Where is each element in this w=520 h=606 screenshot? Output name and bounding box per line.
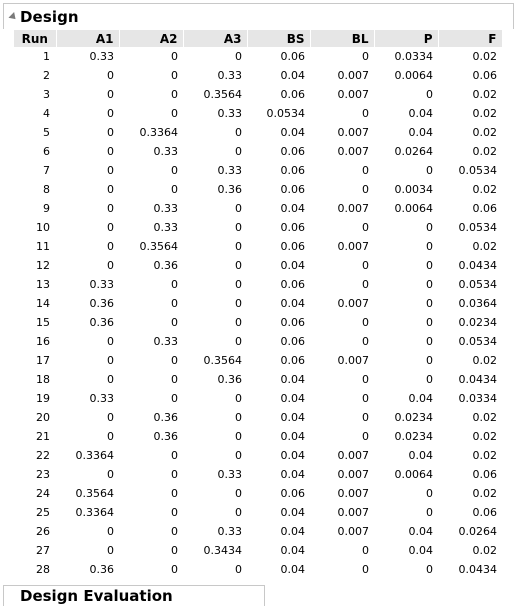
cell-f: 0.02 [472, 88, 497, 101]
cell-run: 4 [43, 107, 50, 120]
cell-run: 1 [43, 50, 50, 63]
cell-p: 0.04 [408, 126, 433, 139]
cell-bl: 0.007 [337, 506, 369, 519]
cell-a2: 0 [171, 316, 178, 329]
cell-bs: 0.06 [280, 221, 305, 234]
table-row [14, 427, 502, 446]
cell-p: 0 [426, 354, 433, 367]
cell-bs: 0.04 [280, 297, 305, 310]
table-row [14, 351, 502, 370]
cell-a1: 0 [107, 335, 114, 348]
cell-bs: 0.04 [280, 126, 305, 139]
cell-a3: 0.36 [217, 183, 242, 196]
cell-f: 0.0534 [458, 335, 497, 348]
cell-bs: 0.06 [280, 316, 305, 329]
cell-bs: 0.06 [280, 50, 305, 63]
cell-p: 0 [426, 335, 433, 348]
table-row [14, 446, 502, 465]
cell-run: 14 [36, 297, 50, 310]
table-row [14, 85, 502, 104]
cell-a3: 0.33 [217, 525, 242, 538]
cell-a2: 0 [171, 525, 178, 538]
column-header-f[interactable]: F [438, 30, 502, 47]
cell-f: 0.02 [472, 145, 497, 158]
cell-bs: 0.06 [280, 240, 305, 253]
cell-p: 0 [426, 297, 433, 310]
cell-bs: 0.06 [280, 354, 305, 367]
cell-bl: 0.007 [337, 297, 369, 310]
cell-a1: 0 [107, 126, 114, 139]
cell-a3: 0 [235, 259, 242, 272]
cell-run: 24 [36, 487, 50, 500]
cell-a1: 0 [107, 221, 114, 234]
cell-a1: 0 [107, 164, 114, 177]
cell-f: 0.02 [472, 411, 497, 424]
cell-a3: 0 [235, 487, 242, 500]
cell-a3: 0 [235, 278, 242, 291]
cell-p: 0.0234 [394, 411, 433, 424]
cell-a1: 0.33 [89, 278, 114, 291]
cell-run: 12 [36, 259, 50, 272]
cell-bl: 0.007 [337, 145, 369, 158]
cell-run: 9 [43, 202, 50, 215]
table-row [14, 313, 502, 332]
cell-a3: 0.33 [217, 164, 242, 177]
table-row [14, 47, 502, 66]
cell-p: 0 [426, 88, 433, 101]
cell-a3: 0 [235, 50, 242, 63]
cell-f: 0.02 [472, 354, 497, 367]
cell-bs: 0.06 [280, 183, 305, 196]
table-row [14, 294, 502, 313]
cell-f: 0.02 [472, 544, 497, 557]
cell-f: 0.0534 [458, 278, 497, 291]
cell-a2: 0 [171, 183, 178, 196]
cell-a2: 0 [171, 164, 178, 177]
cell-a3: 0 [235, 297, 242, 310]
cell-run: 3 [43, 88, 50, 101]
cell-a2: 0 [171, 69, 178, 82]
table-row [14, 408, 502, 427]
cell-a1: 0.36 [89, 563, 114, 576]
cell-bl: 0 [362, 544, 369, 557]
cell-a1: 0 [107, 411, 114, 424]
design-outline-header[interactable] [4, 4, 513, 29]
design-evaluation-outline[interactable] [3, 585, 265, 606]
cell-a1: 0.33 [89, 50, 114, 63]
cell-p: 0.0064 [394, 468, 433, 481]
cell-bl: 0 [362, 221, 369, 234]
cell-bs: 0.04 [280, 392, 305, 405]
cell-a1: 0 [107, 107, 114, 120]
cell-p: 0 [426, 240, 433, 253]
cell-run: 17 [36, 354, 50, 367]
cell-p: 0.0064 [394, 69, 433, 82]
design-outline [3, 3, 514, 29]
cell-a2: 0.3564 [139, 240, 178, 253]
cell-f: 0.02 [472, 430, 497, 443]
cell-bs: 0.0534 [266, 107, 305, 120]
cell-run: 2 [43, 69, 50, 82]
cell-p: 0 [426, 563, 433, 576]
cell-f: 0.02 [472, 240, 497, 253]
cell-bl: 0 [362, 316, 369, 329]
cell-p: 0.0034 [394, 183, 433, 196]
cell-a1: 0 [107, 354, 114, 367]
column-header-run[interactable]: Run [14, 30, 56, 47]
cell-bl: 0 [362, 411, 369, 424]
cell-a2: 0.36 [153, 411, 178, 424]
cell-bs: 0.04 [280, 259, 305, 272]
cell-bs: 0.04 [280, 506, 305, 519]
column-header-a1[interactable]: A1 [56, 30, 119, 47]
cell-bl: 0.007 [337, 202, 369, 215]
cell-a3: 0.3434 [203, 544, 242, 557]
cell-a1: 0 [107, 183, 114, 196]
cell-bl: 0.007 [337, 126, 369, 139]
cell-a3: 0 [235, 240, 242, 253]
cell-run: 22 [36, 449, 50, 462]
cell-a1: 0 [107, 240, 114, 253]
cell-bl: 0.007 [337, 354, 369, 367]
cell-p: 0 [426, 373, 433, 386]
cell-p: 0.04 [408, 449, 433, 462]
table-body [14, 47, 502, 579]
cell-bs: 0.04 [280, 411, 305, 424]
table-row [14, 237, 502, 256]
cell-f: 0.02 [472, 449, 497, 462]
cell-bl: 0 [362, 50, 369, 63]
cell-run: 27 [36, 544, 50, 557]
cell-run: 23 [36, 468, 50, 481]
cell-a1: 0 [107, 202, 114, 215]
cell-a1: 0.36 [89, 297, 114, 310]
cell-f: 0.0434 [458, 373, 497, 386]
cell-bs: 0.04 [280, 544, 305, 557]
cell-p: 0.04 [408, 392, 433, 405]
cell-p: 0 [426, 164, 433, 177]
cell-a3: 0.33 [217, 468, 242, 481]
cell-run: 20 [36, 411, 50, 424]
cell-a1: 0 [107, 373, 114, 386]
cell-run: 13 [36, 278, 50, 291]
cell-bs: 0.04 [280, 373, 305, 386]
cell-bs: 0.04 [280, 468, 305, 481]
table-row [14, 66, 502, 85]
cell-a2: 0 [171, 297, 178, 310]
column-header-bs[interactable]: BS [247, 30, 310, 47]
cell-a2: 0.33 [153, 202, 178, 215]
cell-bl: 0 [362, 164, 369, 177]
cell-bl: 0 [362, 392, 369, 405]
table-row [14, 142, 502, 161]
cell-bs: 0.04 [280, 449, 305, 462]
cell-a1: 0 [107, 145, 114, 158]
cell-a3: 0 [235, 430, 242, 443]
table-row [14, 389, 502, 408]
cell-a2: 0 [171, 107, 178, 120]
cell-run: 10 [36, 221, 50, 234]
cell-a2: 0.33 [153, 145, 178, 158]
cell-a2: 0 [171, 506, 178, 519]
table-row [14, 332, 502, 351]
cell-a3: 0 [235, 411, 242, 424]
cell-a3: 0 [235, 145, 242, 158]
column-header-p[interactable]: P [374, 30, 438, 47]
cell-a1: 0 [107, 544, 114, 557]
cell-a1: 0 [107, 88, 114, 101]
cell-f: 0.06 [472, 69, 497, 82]
cell-p: 0 [426, 487, 433, 500]
cell-f: 0.02 [472, 107, 497, 120]
cell-run: 21 [36, 430, 50, 443]
cell-a3: 0 [235, 392, 242, 405]
column-header-bl[interactable]: BL [310, 30, 374, 47]
cell-a1: 0 [107, 468, 114, 481]
cell-bl: 0 [362, 259, 369, 272]
cell-bl: 0.007 [337, 487, 369, 500]
cell-f: 0.02 [472, 50, 497, 63]
cell-p: 0 [426, 316, 433, 329]
design-table [14, 30, 503, 579]
cell-bl: 0 [362, 563, 369, 576]
column-header-a2[interactable]: A2 [119, 30, 183, 47]
cell-a3: 0 [235, 335, 242, 348]
cell-a1: 0 [107, 69, 114, 82]
cell-bs: 0.06 [280, 145, 305, 158]
cell-run: 6 [43, 145, 50, 158]
cell-run: 18 [36, 373, 50, 386]
cell-f: 0.0534 [458, 221, 497, 234]
cell-p: 0.0264 [394, 145, 433, 158]
table-row [14, 541, 502, 560]
cell-f: 0.02 [472, 126, 497, 139]
cell-a2: 0 [171, 50, 178, 63]
table-row [14, 180, 502, 199]
table-row [14, 560, 502, 579]
cell-a2: 0.36 [153, 430, 178, 443]
cell-a1: 0.3364 [75, 449, 114, 462]
cell-a3: 0 [235, 126, 242, 139]
cell-bl: 0 [362, 335, 369, 348]
table-row [14, 104, 502, 123]
cell-a2: 0 [171, 468, 178, 481]
cell-f: 0.06 [472, 468, 497, 481]
cell-f: 0.02 [472, 487, 497, 500]
cell-run: 15 [36, 316, 50, 329]
cell-bl: 0 [362, 183, 369, 196]
cell-bs: 0.04 [280, 525, 305, 538]
cell-a2: 0.36 [153, 259, 178, 272]
cell-a3: 0 [235, 316, 242, 329]
cell-f: 0.0334 [458, 392, 497, 405]
cell-a3: 0 [235, 563, 242, 576]
cell-bs: 0.04 [280, 563, 305, 576]
cell-bl: 0.007 [337, 525, 369, 538]
cell-run: 26 [36, 525, 50, 538]
cell-bs: 0.06 [280, 278, 305, 291]
table-row [14, 522, 502, 541]
cell-f: 0.06 [472, 506, 497, 519]
cell-run: 7 [43, 164, 50, 177]
cell-bl: 0.007 [337, 449, 369, 462]
disclosure-triangle-icon[interactable] [8, 12, 18, 22]
cell-f: 0.0434 [458, 563, 497, 576]
cell-f: 0.0434 [458, 259, 497, 272]
cell-a2: 0 [171, 354, 178, 367]
cell-a2: 0 [171, 373, 178, 386]
table-row [14, 503, 502, 522]
cell-a3: 0 [235, 221, 242, 234]
cell-a1: 0.3364 [75, 506, 114, 519]
cell-a3: 0.33 [217, 69, 242, 82]
cell-bs: 0.06 [280, 335, 305, 348]
cell-p: 0.0334 [394, 50, 433, 63]
cell-run: 19 [36, 392, 50, 405]
cell-p: 0.04 [408, 544, 433, 557]
design-evaluation-title: Design Evaluation [20, 587, 173, 605]
cell-bl: 0.007 [337, 240, 369, 253]
cell-a2: 0 [171, 544, 178, 557]
cell-a2: 0.3364 [139, 126, 178, 139]
column-header-a3[interactable]: A3 [183, 30, 247, 47]
cell-run: 16 [36, 335, 50, 348]
cell-a2: 0 [171, 563, 178, 576]
table-row [14, 123, 502, 142]
cell-run: 5 [43, 126, 50, 139]
cell-bl: 0 [362, 107, 369, 120]
cell-a3: 0.33 [217, 107, 242, 120]
table-row [14, 484, 502, 503]
cell-a1: 0 [107, 259, 114, 272]
table-row [14, 465, 502, 484]
cell-f: 0.0264 [458, 525, 497, 538]
cell-a3: 0 [235, 506, 242, 519]
cell-bl: 0.007 [337, 88, 369, 101]
outline-title: Design [20, 7, 79, 26]
cell-f: 0.0234 [458, 316, 497, 329]
cell-p: 0 [426, 221, 433, 234]
cell-bl: 0 [362, 278, 369, 291]
cell-bs: 0.06 [280, 88, 305, 101]
cell-a3: 0 [235, 202, 242, 215]
cell-run: 25 [36, 506, 50, 519]
cell-run: 8 [43, 183, 50, 196]
cell-a2: 0.33 [153, 221, 178, 234]
table-row [14, 161, 502, 180]
cell-a2: 0 [171, 449, 178, 462]
cell-p: 0.04 [408, 525, 433, 538]
cell-a1: 0.3564 [75, 487, 114, 500]
cell-f: 0.06 [472, 202, 497, 215]
cell-a2: 0 [171, 88, 178, 101]
cell-bl: 0 [362, 373, 369, 386]
cell-f: 0.0534 [458, 164, 497, 177]
cell-p: 0.04 [408, 107, 433, 120]
cell-p: 0 [426, 278, 433, 291]
cell-a3: 0.36 [217, 373, 242, 386]
cell-bs: 0.06 [280, 487, 305, 500]
cell-p: 0.0064 [394, 202, 433, 215]
table-row [14, 199, 502, 218]
cell-run: 28 [36, 563, 50, 576]
cell-a1: 0.33 [89, 392, 114, 405]
cell-p: 0 [426, 259, 433, 272]
cell-p: 0 [426, 506, 433, 519]
table-row [14, 370, 502, 389]
cell-a2: 0.33 [153, 335, 178, 348]
table-row [14, 256, 502, 275]
cell-a2: 0 [171, 278, 178, 291]
header-row [14, 30, 502, 47]
cell-a1: 0 [107, 430, 114, 443]
cell-a1: 0 [107, 525, 114, 538]
cell-a3: 0.3564 [203, 354, 242, 367]
cell-bl: 0 [362, 430, 369, 443]
cell-p: 0.0234 [394, 430, 433, 443]
cell-a2: 0 [171, 487, 178, 500]
cell-bs: 0.04 [280, 69, 305, 82]
cell-run: 11 [36, 240, 50, 253]
cell-f: 0.0364 [458, 297, 497, 310]
table-row [14, 275, 502, 294]
cell-bs: 0.06 [280, 164, 305, 177]
cell-bs: 0.04 [280, 202, 305, 215]
cell-bs: 0.04 [280, 430, 305, 443]
cell-a3: 0.3564 [203, 88, 242, 101]
table-row [14, 218, 502, 237]
cell-bl: 0.007 [337, 468, 369, 481]
cell-a3: 0 [235, 449, 242, 462]
cell-f: 0.02 [472, 183, 497, 196]
cell-a2: 0 [171, 392, 178, 405]
cell-bl: 0.007 [337, 69, 369, 82]
cell-a1: 0.36 [89, 316, 114, 329]
